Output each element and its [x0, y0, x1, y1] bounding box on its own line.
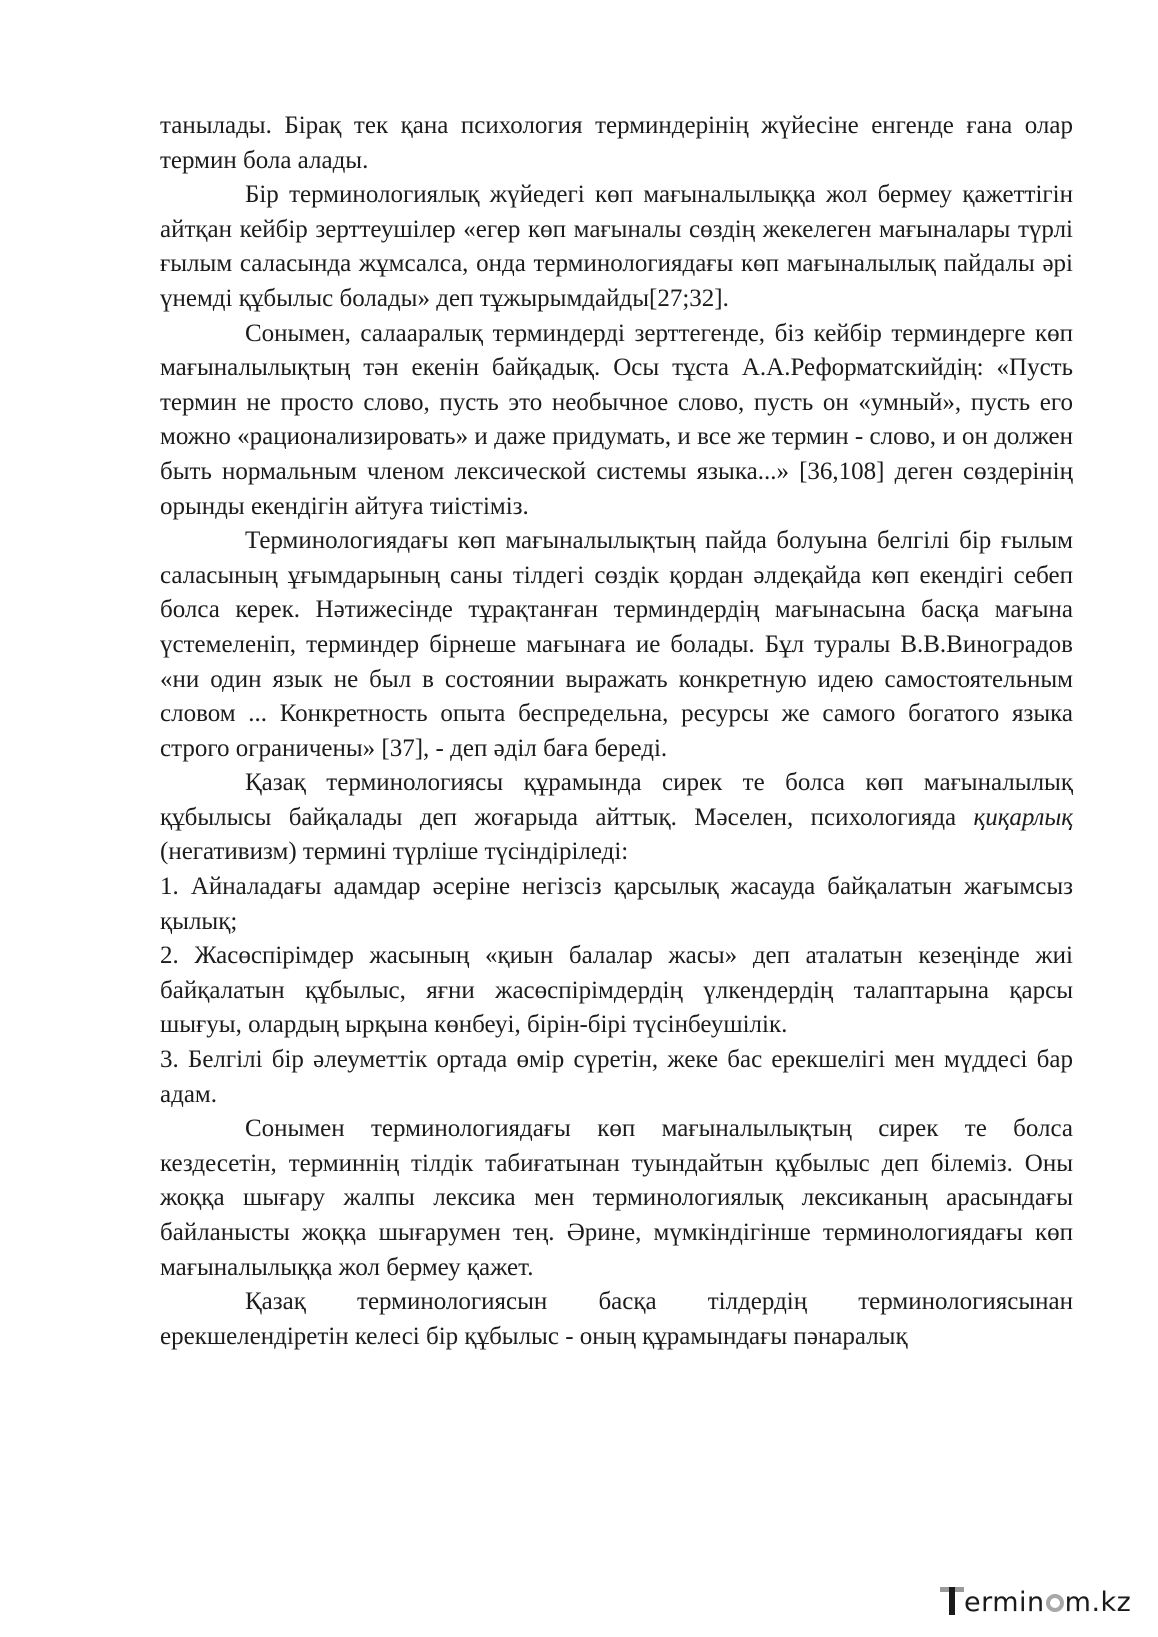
- watermark-text-part2: m.kz: [1064, 1587, 1132, 1618]
- document-page: [160, 109, 1073, 1354]
- list-item-1: [160, 870, 1073, 939]
- list-text-3: Белгілі бір әлеуметтік ортада өмір сүретін, жеке бас ерекшелігі мен мүддесі бар адам.: [160, 1046, 1074, 1108]
- paragraph-5-text-after: (негативизм) термині түрліше түсіндіріледі:: [160, 838, 629, 866]
- paragraph-5-text-before: Қазақ терминологиясы құрамында сирек те болса көп мағыналылық құбылысы байқалады деп жоғарыда айттық. Мәселен, психологияда: [160, 769, 1073, 831]
- list-item-3: [160, 1043, 1073, 1112]
- paragraph-2: Бір терминологиялық жүйедегі көп мағыналылыққа жол бермеу қажеттігін айтқан кейбір зерттеушілер «егер көп мағыналы сөздің жекелеген мағыналары түрлі ғылым саласында жұмсалса, онда терминологиядағы көп мағыналылық пайдалы әрі үнемді құбылыс болады» деп тұжырымдайды[27;32].: [160, 181, 1073, 312]
- list-item-2: [160, 939, 1073, 1043]
- paragraph-3: Сонымен, салааралық терминдерді зерттегенде, біз кейбір терминдерге көп мағыналылықтың тән екенін байқадық. Осы тұста А.А.Реформатскийдің: «Пусть термин не просто слово, пусть это необычное слово, пусть он «умный», пусть его можно «рационализировать» и даже придумать, и все же термин - слово, и он должен быть нормальным членом лексической системы языка...» [36,108] деген сөздерінің орынды екендігін айтуға тиістіміз.: [160, 319, 1073, 520]
- paragraph-1: танылады. Бірақ тек қана психология терминдерінің жүйесіне енгенде ғана олар термин бола алады.: [160, 112, 1073, 174]
- list-number-3: 3.: [160, 1046, 179, 1074]
- paragraph-7: Қазақ терминологиясын басқа тілдердің терминологиясынан ерекшелендіретін келесі бір құбылыс - оның құрамындағы пәнаралық: [160, 1288, 1073, 1350]
- termincom-watermark: [940, 1585, 1150, 1629]
- list-text-1: Айналадағы адамдар әсеріне негізсіз қарсылық жасауда байқалатын жағымсыз қылық;: [160, 873, 1074, 935]
- list-text-2: Жасөспірімдер жасының «қиын балалар жасы» деп аталатын кезеңінде жиі байқалатын құбылыс, яғни жасөспірімдердің үлкендердің талаптарына қарсы шығуы, олардың ырқына көнбеуі, бірін-бірі түсінбеушілік.: [160, 942, 1073, 1039]
- italic-term: қиқарлық: [973, 803, 1073, 831]
- paragraph-6: Сонымен терминологиядағы көп мағыналылықтың сирек те болса кездесетін, терминнің тілдік табиғатынан туындайтын құбылыс деп білеміз. Оны жоққа шығару жалпы лексика мен терминологиялық лексиканың арасындағы байланысты жоққа шығарумен тең. Әрине, мүмкіндігінше терминологиядағы көп мағыналылыққа жол бермеу қажет.: [160, 1115, 1073, 1281]
- list-number-2: 2.: [160, 942, 179, 970]
- paragraph-4: Терминологиядағы көп мағыналылықтың пайда болуына белгілі бір ғылым саласының ұғымдарының саны тілдегі сөздік қордан әлдеқайда көп екендігі себеп болса керек. Нәтижесінде тұрақтанған терминдердің мағынасына басқа мағына үстемеленіп, терминдер бірнеше мағынаға ие болады. Бұл туралы В.В.Виноградов «ни один язык не был в состоянии выражать конкретную идею самостоятельным словом ... Конкретность опыта беспредельна, ресурсы же самого богатого языка строго ограничены» [37], - деп әділ баға береді.: [160, 527, 1073, 762]
- termincom-logo-t-icon: [940, 1585, 964, 1615]
- paragraph-5: [160, 766, 1073, 870]
- list-number-1: 1.: [160, 873, 179, 901]
- watermark-ring-icon: [1046, 1594, 1064, 1612]
- watermark-text-part1: ermin: [964, 1587, 1045, 1618]
